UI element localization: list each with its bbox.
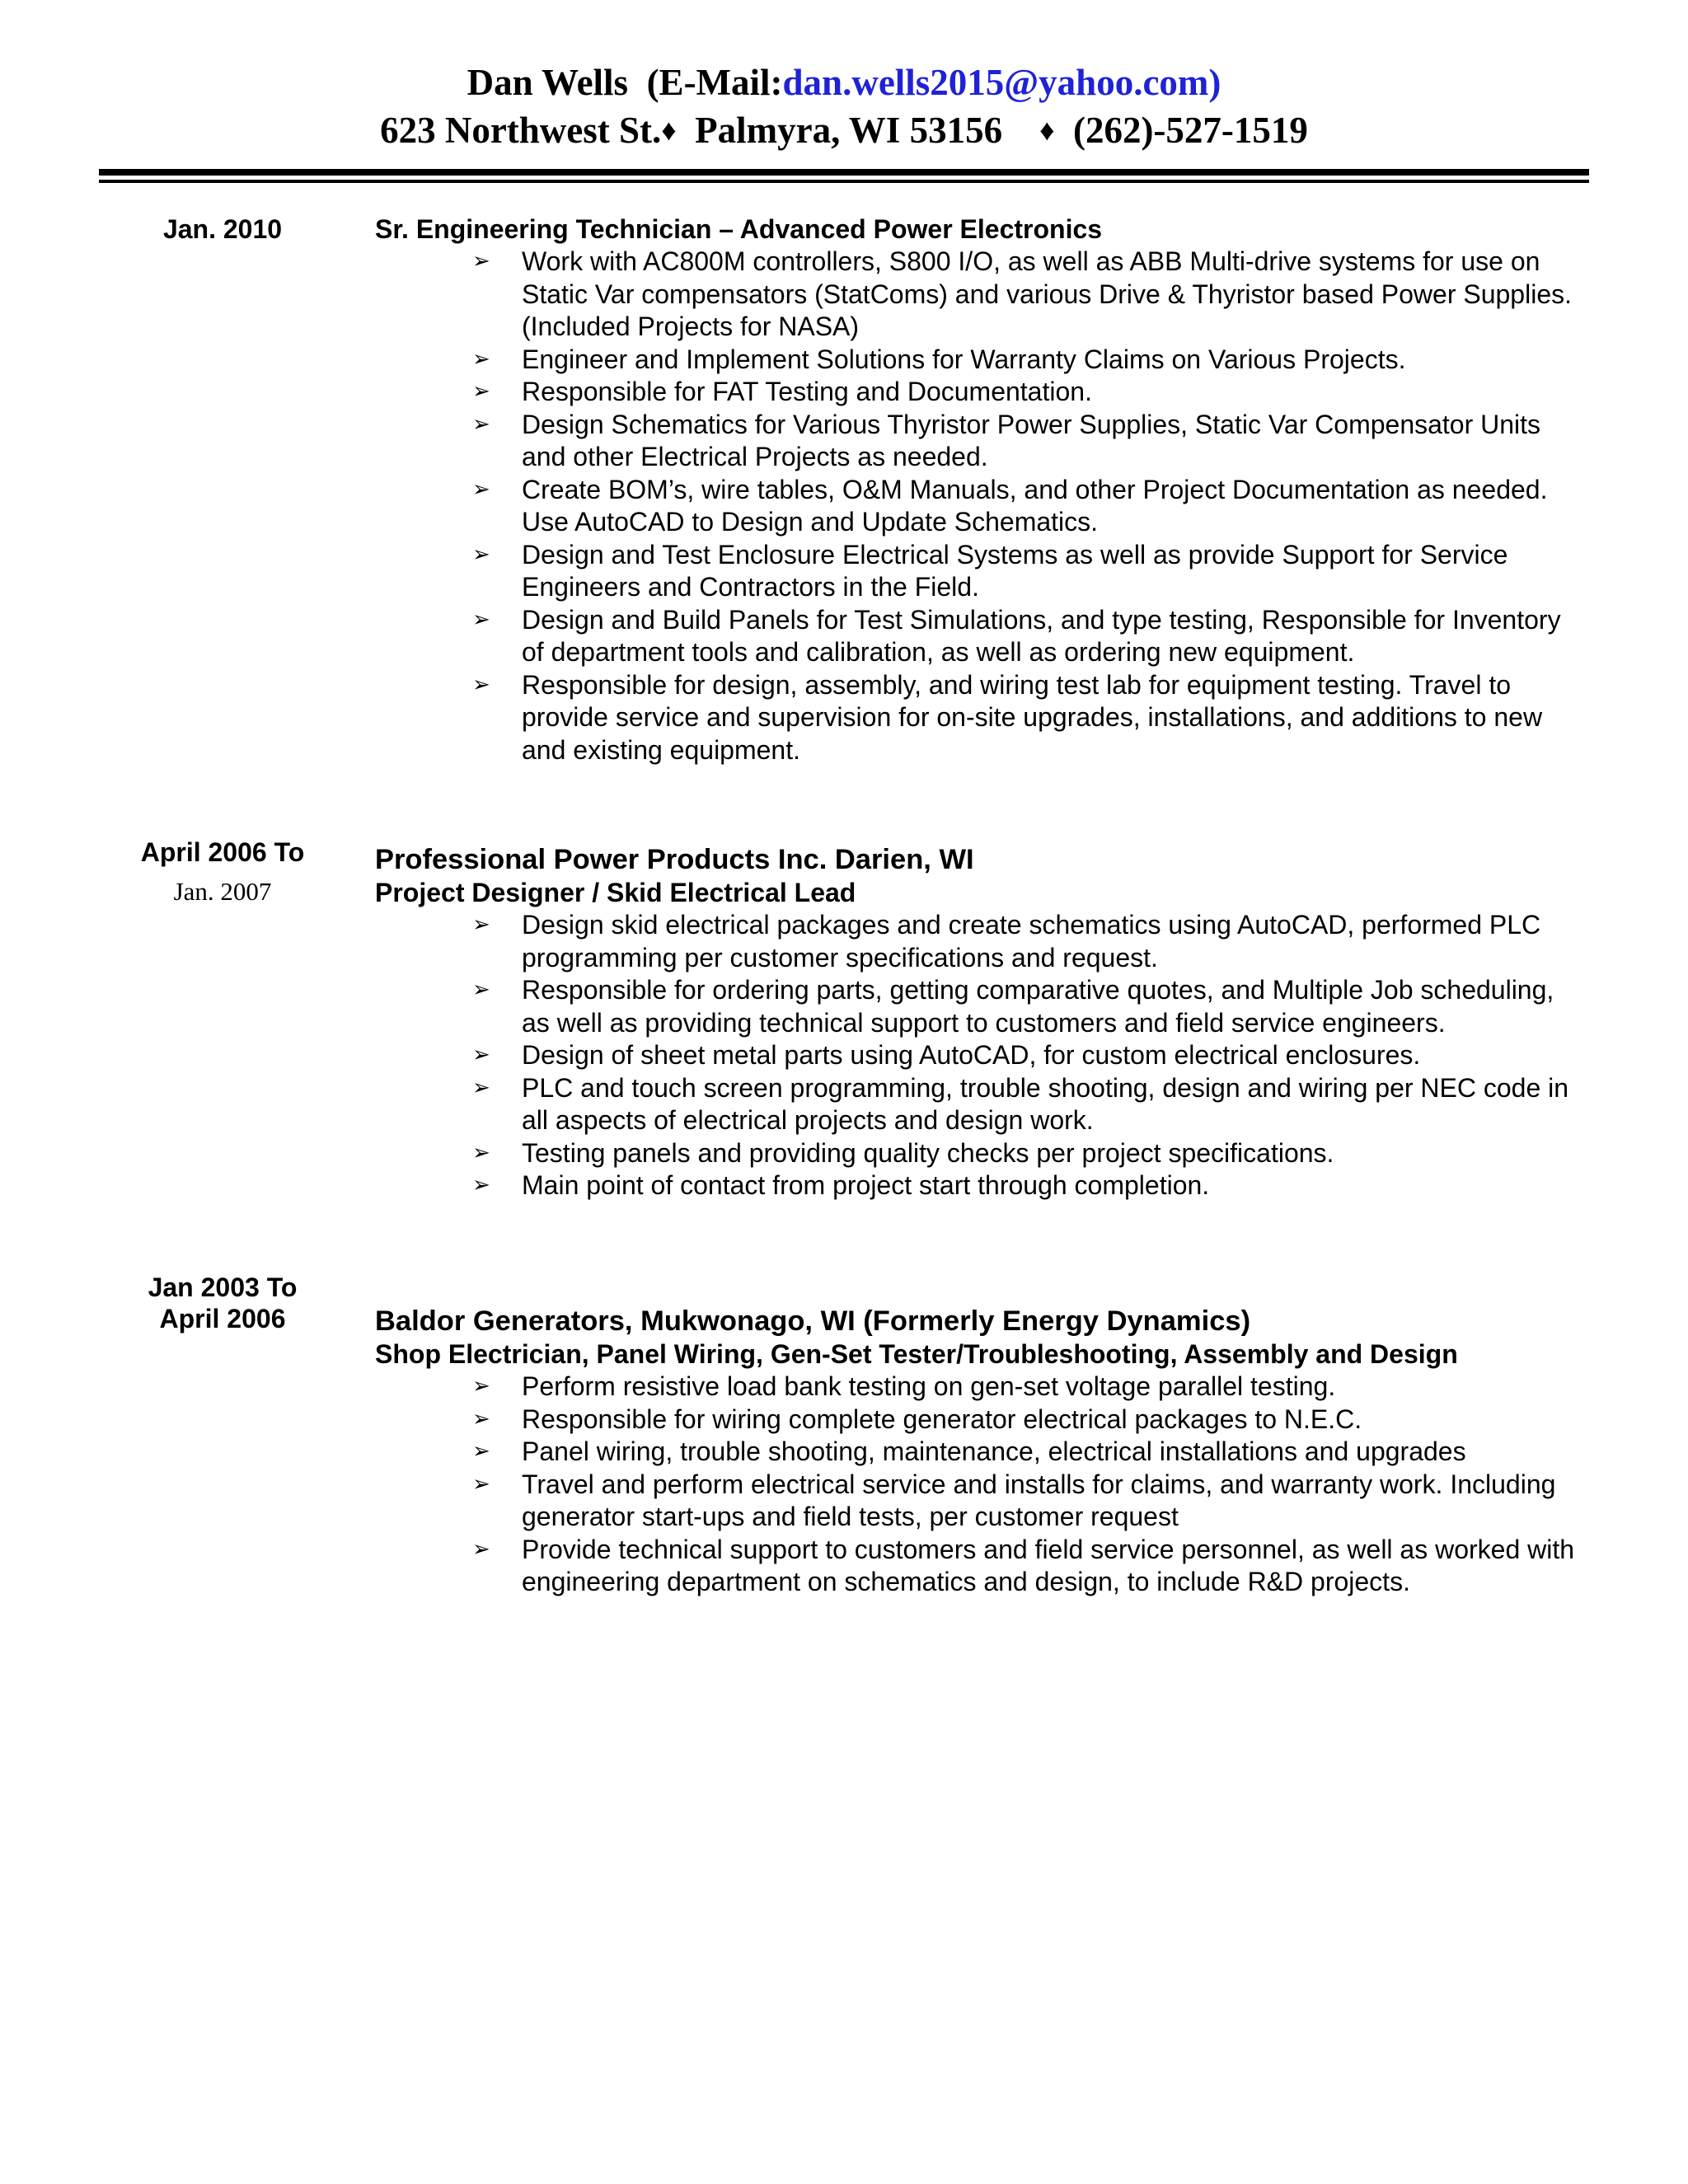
job-3-date-end: April 2006 — [159, 1304, 286, 1333]
arrow-bullet-icon: ➢ — [472, 1140, 490, 1165]
email-close: ) — [1208, 62, 1221, 103]
list-item: ➢ Design and Build Panels for Test Simulations, and type testing, Responsible for Inventory of department tools and calibration, as well as ordering new equipment. — [472, 604, 1561, 667]
list-item: ➢ Engineer and Implement Solutions for Warranty Claims on Various Projects. — [375, 344, 1587, 377]
list-item: ➢ PLC and touch screen programming, trouble shooting, design and wiring per NEC code in all aspects of electrical projects and design work. — [472, 1072, 1569, 1135]
list-item: ➢ Design Schematics for Various Thyristor Power Supplies, Static Var Compensator Units and other Electrical Projects as needed. — [472, 409, 1541, 471]
job-2-date — [99, 837, 346, 907]
header-address-line — [0, 107, 1688, 153]
job-2-date-start: April 2006 To — [140, 837, 305, 867]
arrow-bullet-icon: ➢ — [472, 476, 490, 502]
email-label: (E-Mail: — [646, 62, 783, 103]
list-item: ➢ Responsible for design, assembly, and wiring test lab for equipment testing. Travel to provide service and supervision for on-site upgrades, installations, and additions to new and existing equipment. — [472, 669, 1543, 765]
list-item: ➢ Responsible for wiring complete generator electrical packages to N.E.C. — [375, 1404, 1587, 1436]
street-address: 623 Northwest St. — [380, 110, 662, 151]
header-divider-thick — [99, 169, 1589, 176]
list-item: ➢ Main point of contact from project start through completion. — [375, 1169, 1587, 1202]
job-1-bullets — [375, 246, 1587, 766]
list-item: ➢ Responsible for FAT Testing and Documentation. — [375, 376, 1587, 409]
arrow-bullet-icon: ➢ — [472, 1439, 490, 1464]
job-1-date-start: Jan. 2010 — [162, 214, 283, 244]
arrow-bullet-icon: ➢ — [472, 977, 490, 1002]
arrow-bullet-icon: ➢ — [472, 249, 490, 274]
arrow-bullet-icon: ➢ — [472, 541, 490, 567]
job-2-company: Professional Power Products Inc. Darien, WI — [375, 844, 974, 875]
arrow-bullet-icon: ➢ — [472, 1406, 490, 1432]
arrow-bullet-icon: ➢ — [472, 1374, 490, 1399]
job-2-section — [375, 842, 1587, 1202]
list-item: ➢ Design skid electrical packages and create schematics using AutoCAD, performed PLC programming per customer specifications and request. — [472, 910, 1541, 972]
job-3-title: Shop Electrician, Panel Wiring, Gen-Set Tester/Troubleshooting, Assembly and Design — [375, 1339, 1458, 1369]
job-3-bullets — [375, 1371, 1587, 1599]
header-name-line — [0, 59, 1688, 105]
arrow-bullet-icon: ➢ — [472, 1173, 490, 1197]
arrow-bullet-icon: ➢ — [472, 346, 490, 372]
job-3-section — [375, 1304, 1587, 1599]
list-item: ➢ Create BOM’s, wire tables, O&M Manuals, and other Project Documentation as needed. Use AutoCAD to Design and Update Schematics. — [472, 474, 1548, 537]
header-divider-thin — [99, 180, 1589, 183]
list-item: ➢ Travel and perform electrical service and installs for claims, and warranty work. Including generator start-ups and field tests, per customer request — [472, 1469, 1556, 1531]
job-2-date-end: Jan. 2007 — [173, 877, 272, 906]
list-item: ➢ Work with AC800M controllers, S800 I/O, as well as ABB Multi-drive systems for use on Static Var compensators (StatComs) and various Drive & Thyristor based Power Supplies. (Included Projects for NASA) — [472, 246, 1572, 341]
list-item: ➢ Responsible for ordering parts, getting comparative quotes, and Multiple Job scheduling, as well as providing technical support to customers and field service engineers. — [472, 975, 1554, 1038]
arrow-bullet-icon: ➢ — [472, 912, 490, 937]
job-2-title: Project Designer / Skid Electrical Lead — [375, 878, 856, 907]
list-item: ➢ Panel wiring, trouble shooting, maintenance, electrical installations and upgrades — [375, 1436, 1587, 1469]
diamond-separator-icon: ♦ — [661, 114, 677, 147]
arrow-bullet-icon: ➢ — [472, 1471, 490, 1497]
job-2-bullets — [375, 909, 1587, 1202]
job-1-section — [375, 213, 1587, 766]
phone-number: (262)-527-1519 — [1072, 110, 1308, 151]
job-3-company: Baldor Generators, Mukwonago, WI (Formerly Energy Dynamics) — [375, 1305, 1251, 1337]
job-3-date — [99, 1272, 346, 1334]
arrow-bullet-icon: ➢ — [472, 607, 490, 632]
arrow-bullet-icon: ➢ — [472, 672, 490, 697]
list-item: ➢ Testing panels and providing quality checks per project specifications. — [375, 1137, 1587, 1170]
job-1-title: Sr. Engineering Technician – Advanced Power Electronics — [375, 214, 1103, 244]
diamond-separator-icon: ♦ — [1039, 114, 1055, 147]
list-item: ➢ Design and Test Enclosure Electrical Systems as well as provide Support for Service Engineers and Contractors in the Field. — [472, 539, 1508, 602]
job-1-date — [99, 213, 346, 245]
list-item: ➢ Provide technical support to customers and field service personnel, as well as worked with engineering department on schematics and design, to include R&D projects. — [472, 1534, 1575, 1596]
arrow-bullet-icon: ➢ — [472, 1536, 490, 1562]
list-item: ➢ Perform resistive load bank testing on gen-set voltage parallel testing. — [375, 1371, 1587, 1404]
arrow-bullet-icon: ➢ — [472, 1043, 490, 1067]
list-item: ➢ Design of sheet metal parts using AutoCAD, for custom electrical enclosures. — [375, 1039, 1587, 1072]
arrow-bullet-icon: ➢ — [472, 1075, 490, 1100]
arrow-bullet-icon: ➢ — [472, 379, 490, 404]
applicant-name: Dan Wells — [467, 62, 629, 103]
email-link[interactable]: dan.wells2015@yahoo.com — [782, 62, 1209, 103]
arrow-bullet-icon: ➢ — [472, 411, 490, 437]
job-3-date-start: Jan 2003 To — [148, 1272, 298, 1302]
city-state-zip: Palmyra, WI 53156 — [695, 110, 1003, 151]
